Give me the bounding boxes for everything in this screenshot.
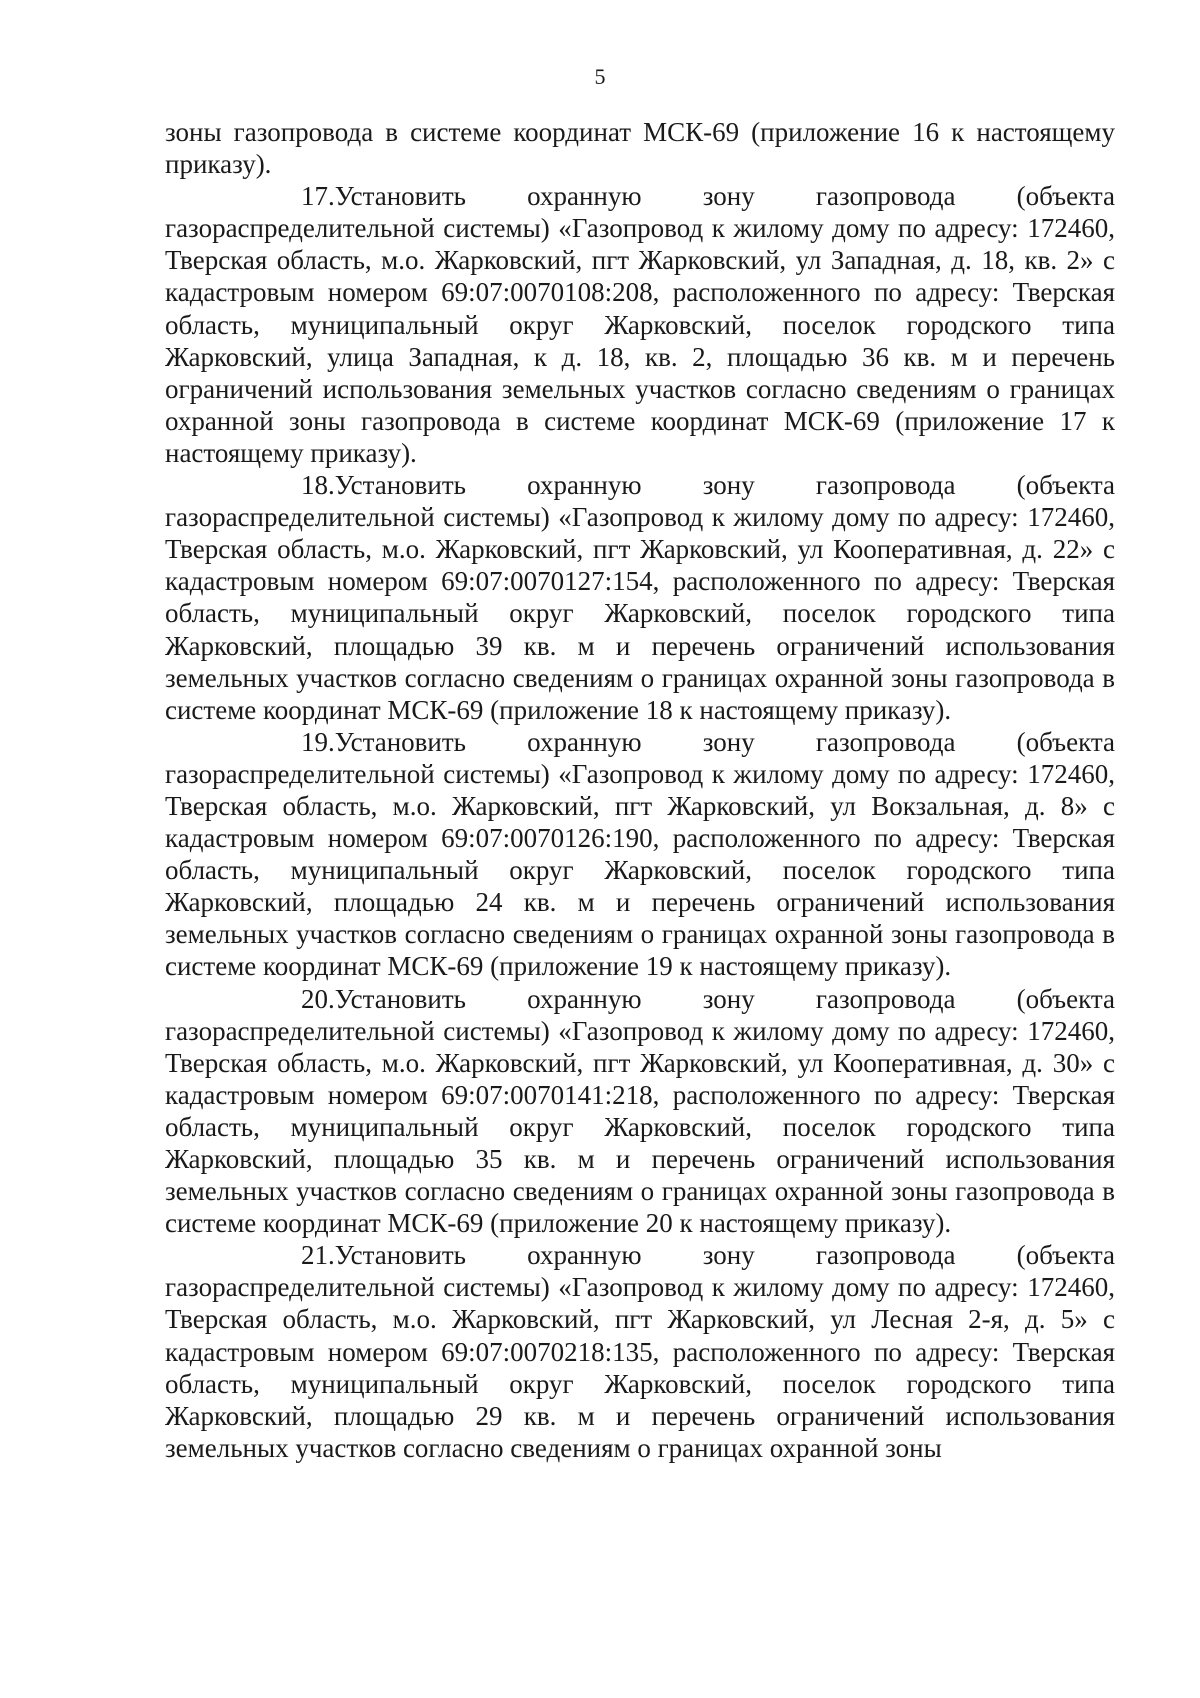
item-text: Установить охранную зону газопровода (объекта газораспределительной системы) «Газопровод к жилому дому по адресу: 172460, Тверская область, м.о. Жарковский, пгт Жарковский, ул Кооперативная, д. 30» с кадастровым номером 69:07:0070141:218, расположенного по адресу: Тверская область, муниципальный округ Жарковский, поселок городского типа Жарковский, площадью 35 кв. м и перечень ограничений использования земельных участков согласно сведениям о границах охранной зоны газопровода в системе координат МСК-69 (приложение 20 к настоящему приказу). [165, 983, 1115, 1239]
item-text: Установить охранную зону газопровода (объекта газораспределительной системы) «Газопровод к жилому дому по адресу: 172460, Тверская область, м.о. Жарковский, пгт Жарковский, ул Лесная 2-я, д. 5» с кадастровым номером 69:07:0070218:135, расположенного по адресу: Тверская область, муниципальный округ Жарковский, поселок городского типа Жарковский, площадью 29 кв. м и перечень ограничений использования земельных участков согласно сведениям о границах охранной зоны [165, 1240, 1115, 1463]
item-number: 21. [301, 1240, 335, 1271]
list-item-19 [165, 726, 1115, 983]
item-text: Установить охранную зону газопровода (объекта газораспределительной системы) «Газопровод к жилому дому по адресу: 172460, Тверская область, м.о. Жарковский, пгт Жарковский, ул Вокзальная, д. 8» с кадастровым номером 69:07:0070126:190, расположенного по адресу: Тверская область, муниципальный округ Жарковский, поселок городского типа Жарковский, площадью 24 кв. м и перечень ограничений использования земельных участков согласно сведениям о границах охранной зоны газопровода в системе координат МСК-69 (приложение 19 к настоящему приказу). [165, 726, 1115, 982]
list-item-21 [165, 1239, 1115, 1464]
list-item-20 [165, 983, 1115, 1240]
continuation-paragraph: зоны газопровода в системе координат МСК-69 (приложение 16 к настоящему приказу). [165, 117, 1115, 180]
list-item-18 [165, 469, 1115, 726]
list-item-17 [165, 180, 1115, 469]
item-number: 17. [301, 181, 335, 212]
document-body [165, 116, 1115, 1464]
item-text: Установить охранную зону газопровода (объекта газораспределительной системы) «Газопровод к жилому дому по адресу: 172460, Тверская область, м.о. Жарковский, пгт Жарковский, ул Кооперативная, д. 22» с кадастровым номером 69:07:0070127:154, расположенного по адресу: Тверская область, муниципальный округ Жарковский, поселок городского типа Жарковский, площадью 39 кв. м и перечень ограничений использования земельных участков согласно сведениям о границах охранной зоны газопровода в системе координат МСК-69 (приложение 18 к настоящему приказу). [165, 470, 1115, 725]
item-text: Установить охранную зону газопровода (объекта газораспределительной системы) «Газопровод к жилому дому по адресу: 172460, Тверская область, м.о. Жарковский, пгт Жарковский, ул Западная, д. 18, кв. 2» с кадастровым номером 69:07:0070108:208, расположенного по адресу: Тверская область, муниципальный округ Жарковский, поселок городского типа Жарковский, улица Западная, к д. 18, кв. 2, площадью 36 кв. м и перечень ограничений использования земельных участков согласно сведениям о границах охранной зоны газопровода в системе координат МСК-69 (приложение 17 к настоящему приказу). [165, 181, 1115, 468]
item-number: 20. [301, 983, 335, 1014]
item-number: 18. [301, 470, 335, 501]
page-number: 5 [594, 64, 606, 89]
item-number: 19. [301, 726, 335, 757]
